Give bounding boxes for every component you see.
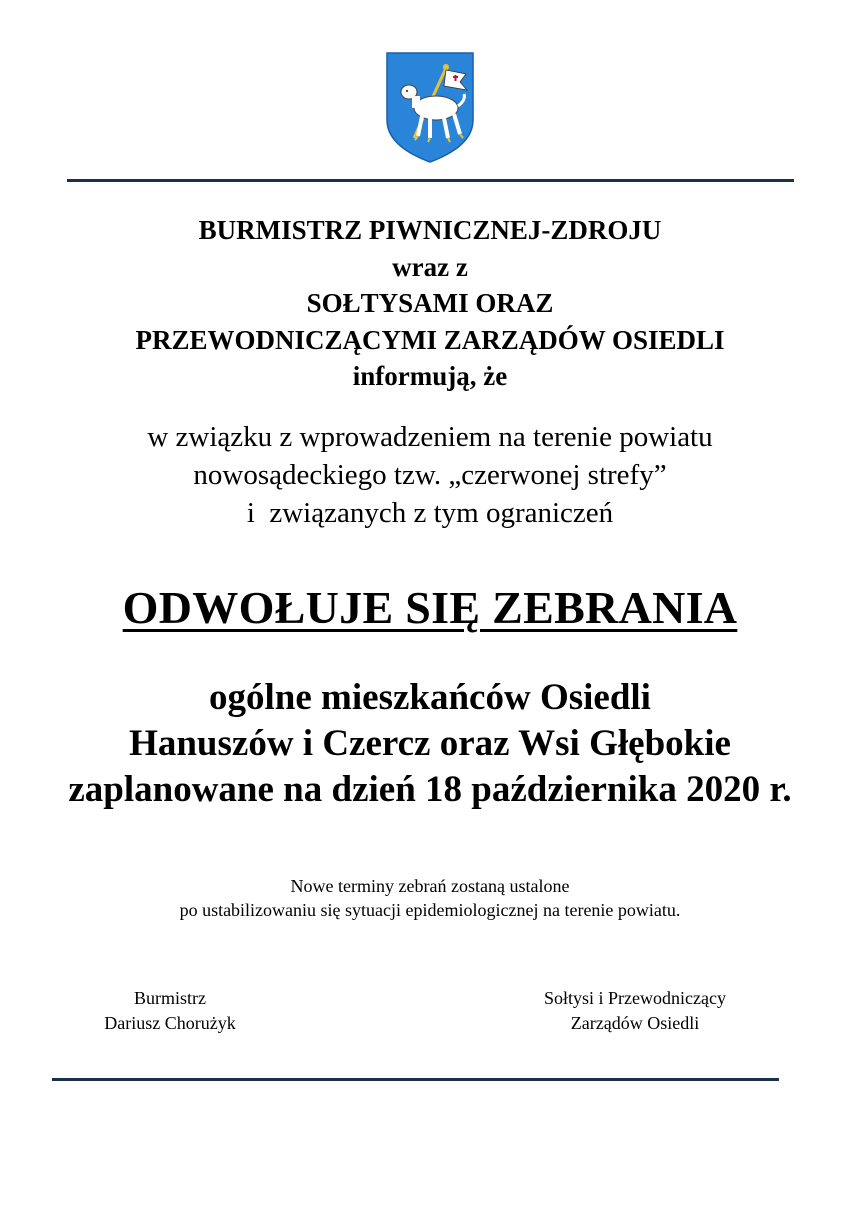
signature-right	[500, 986, 770, 1036]
meetings-block	[0, 675, 860, 813]
top-divider	[67, 179, 794, 182]
meetings-line-3: zaplanowane na dzień 18 października 2020 r.	[68, 769, 792, 810]
heading-line-3: SOŁTYSAMI ORAZ	[306, 288, 554, 318]
announcement-title	[0, 578, 860, 638]
meetings-line-2: Hanuszów i Czercz oraz Wsi Głębokie	[129, 723, 731, 764]
bottom-divider	[52, 1078, 779, 1081]
note-block	[0, 875, 860, 922]
signature-left-title: Burmistrz	[134, 988, 206, 1008]
heading-line-4: PRZEWODNICZĄCYMI ZARZĄDÓW OSIEDLI	[135, 324, 725, 355]
intro-paragraph	[0, 418, 860, 532]
intro-line-2: nowosądeckiego tzw. „czerwonej strefy”	[193, 459, 667, 491]
note-line-1: Nowe terminy zebrań zostaną ustalone	[290, 876, 570, 896]
signature-right-title: Sołtysi i Przewodniczący	[544, 988, 726, 1008]
issuer-heading	[0, 212, 860, 395]
meetings-line-1: ogólne mieszkańców Osiedli	[209, 677, 651, 718]
signature-left-name: Dariusz Chorużyk	[104, 1013, 236, 1033]
heading-line-1: BURMISTRZ PIWNICZNEJ-ZDROJU	[198, 215, 662, 245]
signature-left	[70, 986, 270, 1036]
signature-right-name: Zarządów Osiedli	[570, 1013, 700, 1033]
intro-line-3: i związanych z tym ograniczeń	[246, 497, 614, 529]
coat-of-arms-icon	[384, 50, 476, 164]
announcement-text: ODWOŁUJE SIĘ ZEBRANIA	[122, 582, 738, 633]
intro-line-1: w związku z wprowadzeniem na terenie powiatu	[147, 421, 713, 453]
heading-line-5: informują, że	[352, 361, 508, 391]
note-line-2: po ustabilizowaniu się sytuacji epidemiologicznej na terenie powiatu.	[179, 899, 681, 920]
heading-line-2: wraz z	[392, 251, 468, 282]
